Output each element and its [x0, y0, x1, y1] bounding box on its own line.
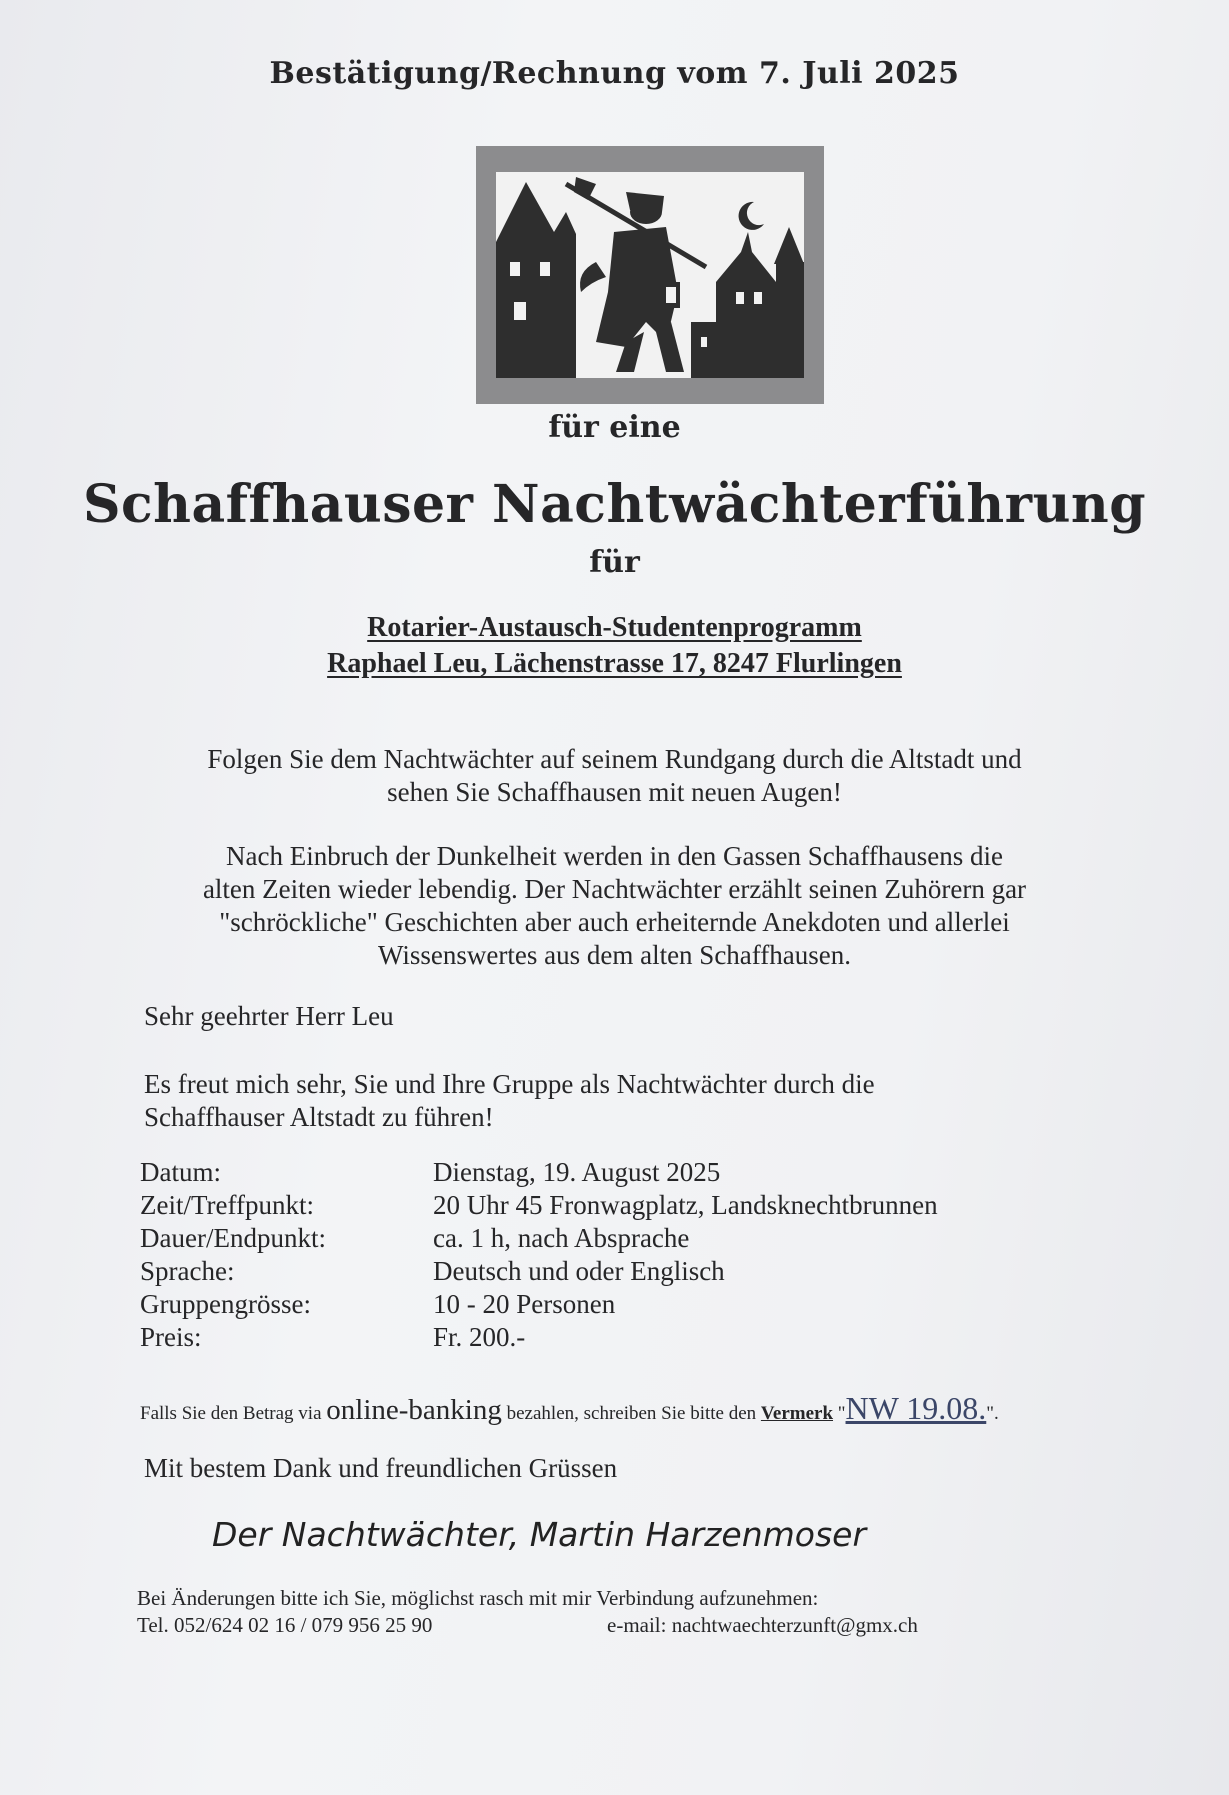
detail-label: Dauer/Endpunkt:: [140, 1223, 326, 1253]
payment-text: bezahlen, schreiben Sie bitte den: [501, 1403, 761, 1424]
text-line: Es freut mich sehr, Sie und Ihre Gruppe als Nachtwächter durch die: [144, 1069, 875, 1099]
quote-mark: ".: [986, 1403, 999, 1424]
detail-value: Deutsch und oder Englisch: [433, 1256, 725, 1286]
detail-value: Dienstag, 19. August 2025: [433, 1157, 721, 1187]
subtitle-pre: für eine: [548, 410, 681, 445]
footer-note: Bei Änderungen bitte ich Sie, möglichst rasch mit mir Verbindung aufzunehmen:: [137, 1586, 819, 1610]
payment-text: Falls Sie den Betrag via: [140, 1403, 327, 1424]
detail-label: Datum:: [140, 1157, 221, 1187]
intro-paragraph-1: [0, 743, 1229, 809]
detail-value: Fr. 200.-: [433, 1322, 526, 1352]
program-name: Rotarier-Austausch-Studentenprogramm: [367, 612, 862, 643]
text-line: Nach Einbruch der Dunkelheit werden in den Gassen Schaffhausens die: [225, 841, 1003, 871]
text-line: "schröckliche" Geschichten aber auch erheiternde Anekdoten und allerlei: [219, 907, 1010, 937]
silhouette-graphic: [496, 172, 804, 378]
closing: Mit bestem Dank und freundlichen Grüssen: [144, 1453, 618, 1483]
salutation: Sehr geehrter Herr Leu: [144, 1001, 394, 1031]
detail-label: Preis:: [140, 1322, 202, 1352]
letter-intro: [144, 1068, 875, 1134]
contact-footer: [137, 1585, 1137, 1639]
detail-label: Zeit/Treffpunkt:: [140, 1190, 314, 1220]
detail-label: Gruppengrösse:: [140, 1289, 311, 1319]
recipient-block: [0, 610, 1229, 682]
detail-row-group-size: [140, 1288, 938, 1321]
text-line: Folgen Sie dem Nachtwächter auf seinem Rundgang durch die Altstadt und: [207, 744, 1022, 774]
document-header: Bestätigung/Rechnung vom 7. Juli 2025: [269, 56, 960, 91]
footer-phone: Tel. 052/624 02 16 / 079 956 25 90: [137, 1613, 433, 1637]
payment-online-banking: online-banking: [326, 1394, 502, 1426]
detail-row-time: [140, 1189, 938, 1222]
detail-row-language: [140, 1255, 938, 1288]
recipient-address: Raphael Leu, Lächenstrasse 17, 8247 Flurlingen: [327, 648, 902, 679]
document-title: Schaffhauser Nachtwächterführung: [82, 474, 1147, 535]
detail-label: Sprache:: [140, 1256, 235, 1286]
text-line: Schaffhauser Altstadt zu führen!: [144, 1102, 494, 1132]
booking-details: [140, 1156, 938, 1354]
detail-value: ca. 1 h, nach Absprache: [433, 1223, 690, 1253]
text-line: Wissenswertes aus dem alten Schaffhausen.: [377, 940, 852, 970]
text-line: sehen Sie Schaffhausen mit neuen Augen!: [387, 777, 842, 807]
detail-row-duration: [140, 1222, 938, 1255]
night-watchman-silhouette-illustration: [476, 146, 824, 404]
footer-email: e-mail: nachtwaechterzunft@gmx.ch: [607, 1613, 918, 1637]
signature: Der Nachtwächter, Martin Harzenmoser: [212, 1515, 867, 1554]
text-line: alten Zeiten wieder lebendig. Der Nachtwächter erzählt seinen Zuhörern gar: [202, 874, 1027, 904]
subtitle-post: für: [589, 545, 640, 580]
detail-value: 10 - 20 Personen: [433, 1289, 616, 1319]
detail-row-price: [140, 1321, 938, 1354]
detail-value: 20 Uhr 45 Fronwagplatz, Landsknechtbrunnen: [433, 1190, 938, 1220]
quote-mark: ": [833, 1403, 846, 1424]
payment-vermerk-label: Vermerk: [760, 1403, 834, 1424]
detail-row-date: [140, 1156, 938, 1189]
intro-paragraph-2: [0, 840, 1229, 972]
payment-note: [140, 1389, 999, 1433]
payment-reference-code: NW 19.08.: [845, 1390, 987, 1426]
